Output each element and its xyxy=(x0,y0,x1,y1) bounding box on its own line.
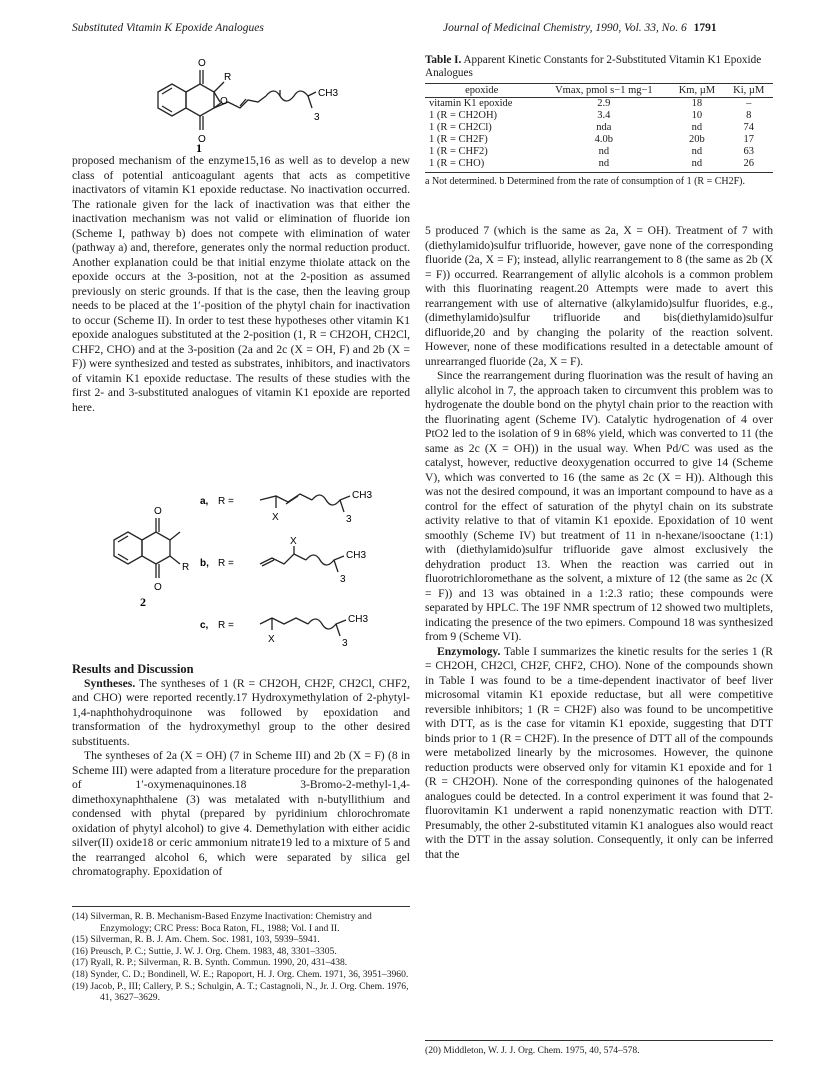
table-1 xyxy=(425,54,773,188)
atom-o-top: O xyxy=(198,58,206,69)
table-row xyxy=(425,158,773,173)
cell-km: 10 xyxy=(691,110,703,121)
atom-o-bottom-2: O xyxy=(154,582,162,593)
variant-a-label: a, xyxy=(200,496,209,507)
cell-vmax: 2.9 xyxy=(597,98,611,109)
kinetics-table xyxy=(425,83,773,173)
variant-a-x: X xyxy=(272,512,279,523)
variant-b-ch3: CH3 xyxy=(346,550,367,561)
running-header-right xyxy=(443,22,717,34)
table-caption-label: Table I. xyxy=(425,54,462,66)
atom-o-epoxide: O xyxy=(220,96,228,107)
table-header-row xyxy=(425,84,773,98)
header-epoxide: epoxide xyxy=(425,84,538,98)
cell-epoxide: 1 (R = CH2Cl) xyxy=(429,122,492,133)
ch3-label: CH3 xyxy=(318,88,339,99)
variant-c-label: c, xyxy=(200,620,209,631)
reference-15: (15) Silverman, R. B. J. Am. Chem. Soc. 1981, 103, 5939–5941. xyxy=(72,934,320,946)
variant-b-x: X xyxy=(290,536,297,547)
left-column-intro xyxy=(72,154,410,415)
cell-vmax: nd xyxy=(598,146,610,157)
reference-20: (20) Middleton, W. J. J. Org. Chem. 1975, 40, 574–578. xyxy=(425,1045,640,1056)
variant-a-ch3: CH3 xyxy=(352,490,373,501)
cell-vmax: nd xyxy=(538,158,669,173)
table-caption xyxy=(425,54,773,80)
cell-ki: 26 xyxy=(724,158,773,173)
right-column xyxy=(425,224,773,862)
reference-19: (19) Jacob, P., III; Callery, P. S.; Schulgin, A. T.; Castagnoli, N., Jr. J. Org. Chem. 1976, 41, 3627–3629. xyxy=(72,980,409,1004)
table-row xyxy=(425,110,773,122)
variant-b-sub: 3 xyxy=(340,574,346,585)
table-row xyxy=(425,98,773,111)
results-section xyxy=(72,662,410,880)
syntheses-text: The syntheses of 1 (R = CH2OH, CH2F, CH2Cl, CHF2, and CHO) were reported recently.17 Hydroxymethylation of 2-phytyl-1,4-naphthohydroquinone was followed by epoxidation and transformation of the hydroxymethyl group to the other desired substituents. xyxy=(72,676,410,748)
cell-epoxide: 1 (R = CH2OH) xyxy=(429,110,498,121)
right-paragraph-2: Since the rearrangement during fluorination was the result of having an allylic alcohol in 7, the approach taken to circumvent this problem was to hydrogenate the double bond on the phytyl chain prior to the reaction with the fluorinating agent (Scheme IV). Catalytic hydrogenation of 4 over PtO2 led to the isolation of 9 in 68% yield, which was converted to 11 (the same as 2c (X = OH)) in the usual way. When Pd/C was used as the catalyst, however, reductive deoxygenation occurred to give 14 (Scheme V), which was converted to 16 (the same as 2c (X = H)). Although this was not the desired compound, it was an important compound to have as a control for the effect of saturation of the phytyl chain on its substrate activity relative to that of vitamin K1 epoxide. Epoxidation of 10 went smoothly (Scheme IV) but treatment of 11 in n-hexane/isooctane (1:1) with (diethylamido)sulfur trifluoride gave almost exclusively the dehydration product 13. When the reaction was carried out in fluorotrichloromethane as the solvent, a mixture of 12 (the same as 2c (X = F)) and 13 was obtained in a 1:2.3 ratio; these compounds were separated by HPLC. The 19F NMR spectrum of 12 showed two multiplets, indicating the presence of the two epimers. Compound 18 was synthesized from 9 (Scheme VI). xyxy=(425,369,773,643)
cell-vmax: 4.0b xyxy=(594,134,614,145)
compound-number-2: 2 xyxy=(140,595,146,609)
table-row xyxy=(425,134,773,146)
structure-1 xyxy=(150,46,350,156)
header-vmax: Vmax, pmol s−1 mg−1 xyxy=(538,84,669,98)
references-right xyxy=(425,1040,773,1057)
cell-km: 20b xyxy=(689,134,705,145)
table-row xyxy=(425,146,773,158)
enzymology-paragraph xyxy=(425,645,773,863)
atom-r: R xyxy=(224,72,232,83)
section-heading: Results and Discussion xyxy=(72,662,194,676)
table-footnote: a Not determined. b Determined from the rate of consumption of 1 (R = CH2F). xyxy=(425,176,746,187)
cell-ki: 74 xyxy=(743,122,754,133)
table-row xyxy=(425,122,773,134)
repeat-subscript: 3 xyxy=(314,112,320,123)
cell-ki: 8 xyxy=(746,110,752,121)
cell-vmax: 3.4 xyxy=(597,110,611,121)
variant-b-label: b, xyxy=(200,558,209,569)
enzymology-label: Enzymology. xyxy=(437,644,501,658)
cell-epoxide: 1 (R = CHO) xyxy=(425,158,538,173)
cell-km: nd xyxy=(691,122,703,133)
header-km: Km, µM xyxy=(669,84,724,98)
header-ki: Ki, µM xyxy=(724,84,773,98)
running-header-left: Substituted Vitamin K Epoxide Analogues xyxy=(72,22,264,34)
atom-o-bottom: O xyxy=(198,134,206,145)
cell-km: nd xyxy=(669,158,724,173)
cell-ki: – xyxy=(746,98,752,109)
atom-r-2: R xyxy=(182,562,190,573)
right-paragraph-1: 5 produced 7 (which is the same as 2a, X = OH). Treatment of 7 with (diethylamido)sulfur trifluoride, however, gave none of the corresponding fluoride (2a, X = F); instead, allylic rearrangement to 8 (the same as 2b (X = F)) occurred. Rearrangement of allylic alcohols is a common problem with this fluorinating reagent.20 Attempts were made to avert this rearrangement with use of alternative (alkylamido)sulfur fluorides, e.g., (dimethylamido)sulfur trifluoride and bis(diethylamido)sulfur difluoride,20 and by changing the polarity of the reaction solvent. However, none of these modifications resulted in a detectable amount of unrearranged fluoride (2a, X = F). xyxy=(425,224,773,368)
variant-c-ch3: CH3 xyxy=(348,614,369,625)
table-caption-text: Apparent Kinetic Constants for 2-Substituted Vitamin K1 Epoxide Analogues xyxy=(425,54,762,79)
cell-ki: 17 xyxy=(743,134,754,145)
cell-epoxide: vitamin K1 epoxide xyxy=(429,98,513,109)
enzymology-text: Table I summarizes the kinetic results for the series 1 (R = CH2OH, CH2Cl, CH2F, CHF2, CHO). None of the compounds shown in Table I was found to be a time-dependent inactivator of beef liver microsomal vitamin K1 epoxide reductase, but all were competitive reversible inhibitors; 1 (R = CH2F) also was found to be uncompetitive with DTT, as is the case for vitamin K1 epoxide, suggesting that DTT binds prior to 1 (R = CH2F). In the presence of DTT all of the compounds were metabolized linearly by the microsomes. However, the quinone reduction products were observed only for vitamin K1 epoxide and for 1 (R = CH2OH). None of the corresponding quinones of the halogenated analogues could be detected. In a control experiment it was found that 2-fluorovitamin K1 underwent a rapid nonenzymatic reaction with DTT. Presumably, the other 2-substituted vitamin K1 analogues also would react with the DTT in the assay solution. Consequently, it only can be inferred that the xyxy=(425,644,773,861)
references-left xyxy=(72,906,410,1004)
variant-a-sub: 3 xyxy=(346,514,352,525)
cell-ki: 63 xyxy=(743,146,754,157)
variant-c-sub: 3 xyxy=(342,638,348,649)
syntheses-paragraph xyxy=(72,677,410,750)
structure-2 xyxy=(100,478,400,658)
page-number: 1791 xyxy=(693,22,717,34)
cell-epoxide: 1 (R = CHF2) xyxy=(429,146,488,157)
variant-a-r: R = xyxy=(218,496,234,507)
intro-paragraph: proposed mechanism of the enzyme15,16 as well as to develop a new class of potential anticoagulant agents that acts as competitive inactivators of vitamin K1 epoxide reductase. No inactivation occurred. The rationale given for the lack of inactivation was that either the inactivation mechanism was not valid or elimination of fluoride ion (Scheme I, pathway b) does not compete with elimination of water (pathway a) and, therefore, generates only the normal reduction product. Another explanation could be that initial enzyme thiolate attack on the epoxide occurs at the 3-position, not at the 2-position as assumed previously on steric grounds. If that is the case, then the leaving group needs to be placed at the 1′-position of the phytyl chain for inactivation to occur (Scheme II). In order to test these hypotheses other vitamin K1 epoxide analogues substituted at the 2-position (1, R = CH2OH, CH2Cl, CHF2, CHO) and at the 3-position (2a and 2c (X = OH, F) and 2b (X = F)) were synthesized and tested as substrates, inhibitors, and inactivators of vitamin K1 epoxide reductase. The results of these studies with the first 2- and 3-substituted analogues of vitamin K1 epoxide are reported here. xyxy=(72,154,410,414)
cell-vmax: nda xyxy=(596,122,612,133)
variant-b-r: R = xyxy=(218,558,234,569)
cell-km: nd xyxy=(691,146,703,157)
syntheses-label: Syntheses. xyxy=(84,676,136,690)
reference-18: (18) Synder, C. D.; Bondinell, W. E.; Rapoport, H. J. Org. Chem. 1971, 36, 3951–3960. xyxy=(72,968,409,980)
compound-number-1: 1 xyxy=(196,141,202,155)
cell-epoxide: 1 (R = CH2F) xyxy=(429,134,488,145)
variant-c-x: X xyxy=(268,634,275,645)
cell-km: 18 xyxy=(691,98,703,109)
reference-16: (16) Preusch, P. C.; Suttie, J. W. J. Org. Chem. 1983, 48, 3301–3305. xyxy=(72,945,337,957)
journal-citation: Journal of Medicinal Chemistry, 1990, Vol. 33, No. 6 xyxy=(443,22,687,34)
syntheses-paragraph-2: The syntheses of 2a (X = OH) (7 in Scheme III) and 2b (X = F) (8 in Scheme III) were adapted from a literature procedure for the preparation of 1′-oxymenaquinones.18 3-Bromo-2-methyl-1,4-dimethoxynaphthalene (3) was metalated with n-butyllithium and condensed with phytal (prepared by pyridinium chlorochromate oxidation of phytyl alcohol) to give 4. Demethylation with either acidic silver(II) oxide18 or ceric ammonium nitrate19 led to a mixture of 5 and the rearranged alcohol 6, which were separated by silica gel chromatography. Epoxidation of xyxy=(72,749,410,878)
reference-14: (14) Silverman, R. B. Mechanism-Based Enzyme Inactivation: Chemistry and Enzymology; CRC Press: Boca Raton, FL, 1988; Vol. I and II. xyxy=(72,911,372,934)
variant-c-r: R = xyxy=(218,620,234,631)
atom-o-top-2: O xyxy=(154,506,162,517)
reference-17: (17) Ryall, R. P.; Silverman, R. B. Synth. Commun. 1990, 20, 431–438. xyxy=(72,957,348,969)
